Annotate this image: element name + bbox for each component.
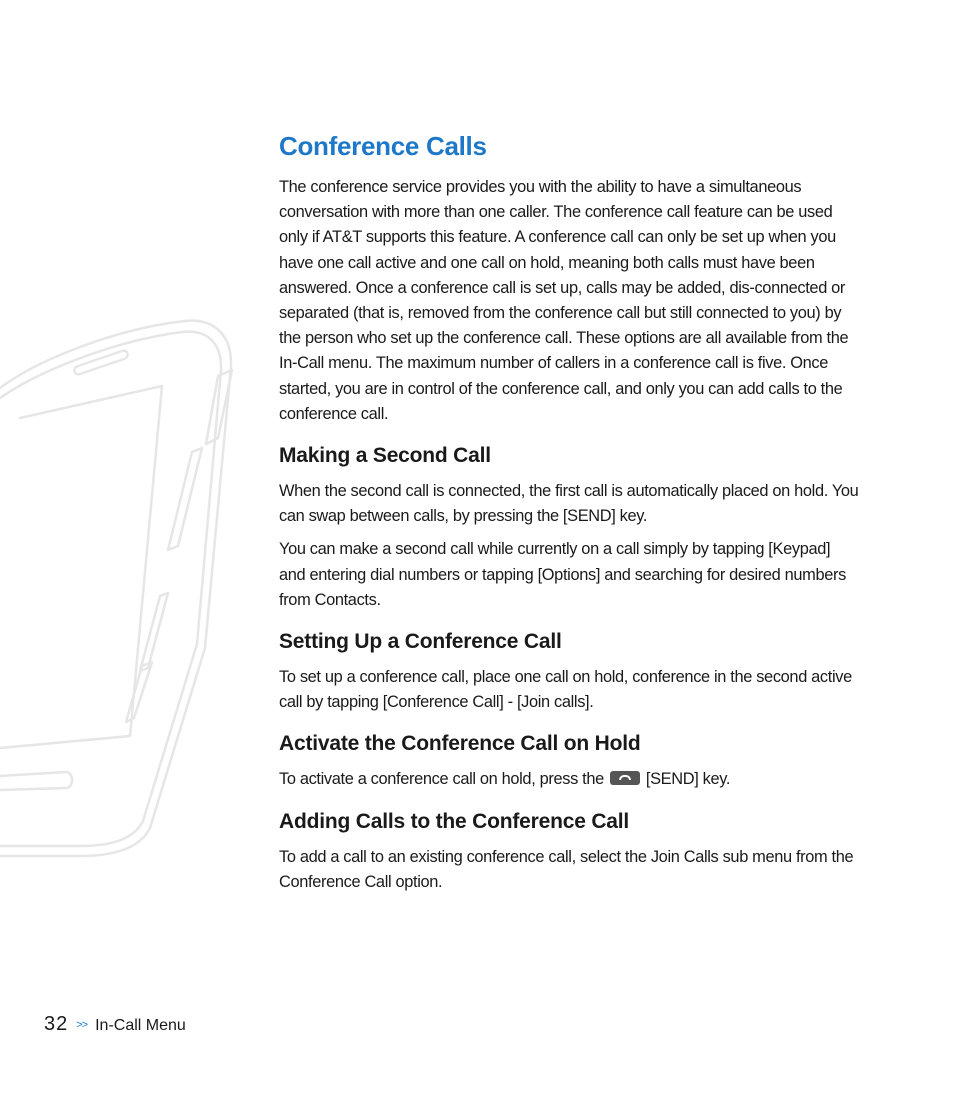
- section-heading-making-second-call: Making a Second Call: [279, 444, 491, 468]
- footer-section-name: In-Call Menu: [95, 1017, 186, 1034]
- activate-text-before: To activate a conference call on hold, press the: [279, 770, 604, 789]
- phone-outline-illustration: [0, 318, 240, 858]
- separator-chevron-icon: >>: [76, 1019, 88, 1031]
- page-number: 32: [44, 1013, 69, 1035]
- page-title: Conference Calls: [279, 131, 487, 161]
- page-footer: [44, 1013, 186, 1036]
- section-heading-adding-calls: Adding Calls to the Conference Call: [279, 809, 630, 833]
- activate-text-after: [SEND] key.: [645, 770, 731, 789]
- making-second-call-paragraph-2: You can make a second call while currently on a call simply by tapping [Keypad] and entering dial numbers or tapping [Options] and searching for desired numbers from Contacts.: [279, 540, 846, 609]
- main-content: [279, 130, 859, 895]
- activate-on-hold-paragraph: [279, 767, 859, 792]
- intro-paragraph: The conference service provides you with the ability to have a simultaneous conversation with more than one caller. The conference call feature can be used only if AT&T supports this feature. A conference call can only be set up when you have one call active and one call on hold, meaning both calls must have been answered. Once a conference call is set up, calls may be added, dis-connected or separated (that is, removed from the conference call but still connected to you) by the person who set up the conference call. These options are all available from the In-Call menu. The maximum number of callers in a conference call is five. Once started, you are in control of the conference call, and only you can add calls to the conference call.: [279, 178, 849, 423]
- section-heading-setting-up-conference: Setting Up a Conference Call: [279, 630, 562, 654]
- setting-up-conference-paragraph: To set up a conference call, place one call on hold, conference in the second active call by tapping [Conference Call] - [Join calls].: [279, 668, 852, 712]
- making-second-call-paragraph-1: When the second call is connected, the first call is automatically placed on hold. You can swap between calls, by pressing the [SEND] key.: [279, 482, 859, 526]
- adding-calls-paragraph: To add a call to an existing conference call, select the Join Calls sub menu from the Conference Call option.: [279, 847, 854, 891]
- send-key-icon: [610, 771, 640, 785]
- section-heading-activate-on-hold: Activate the Conference Call on Hold: [279, 732, 641, 756]
